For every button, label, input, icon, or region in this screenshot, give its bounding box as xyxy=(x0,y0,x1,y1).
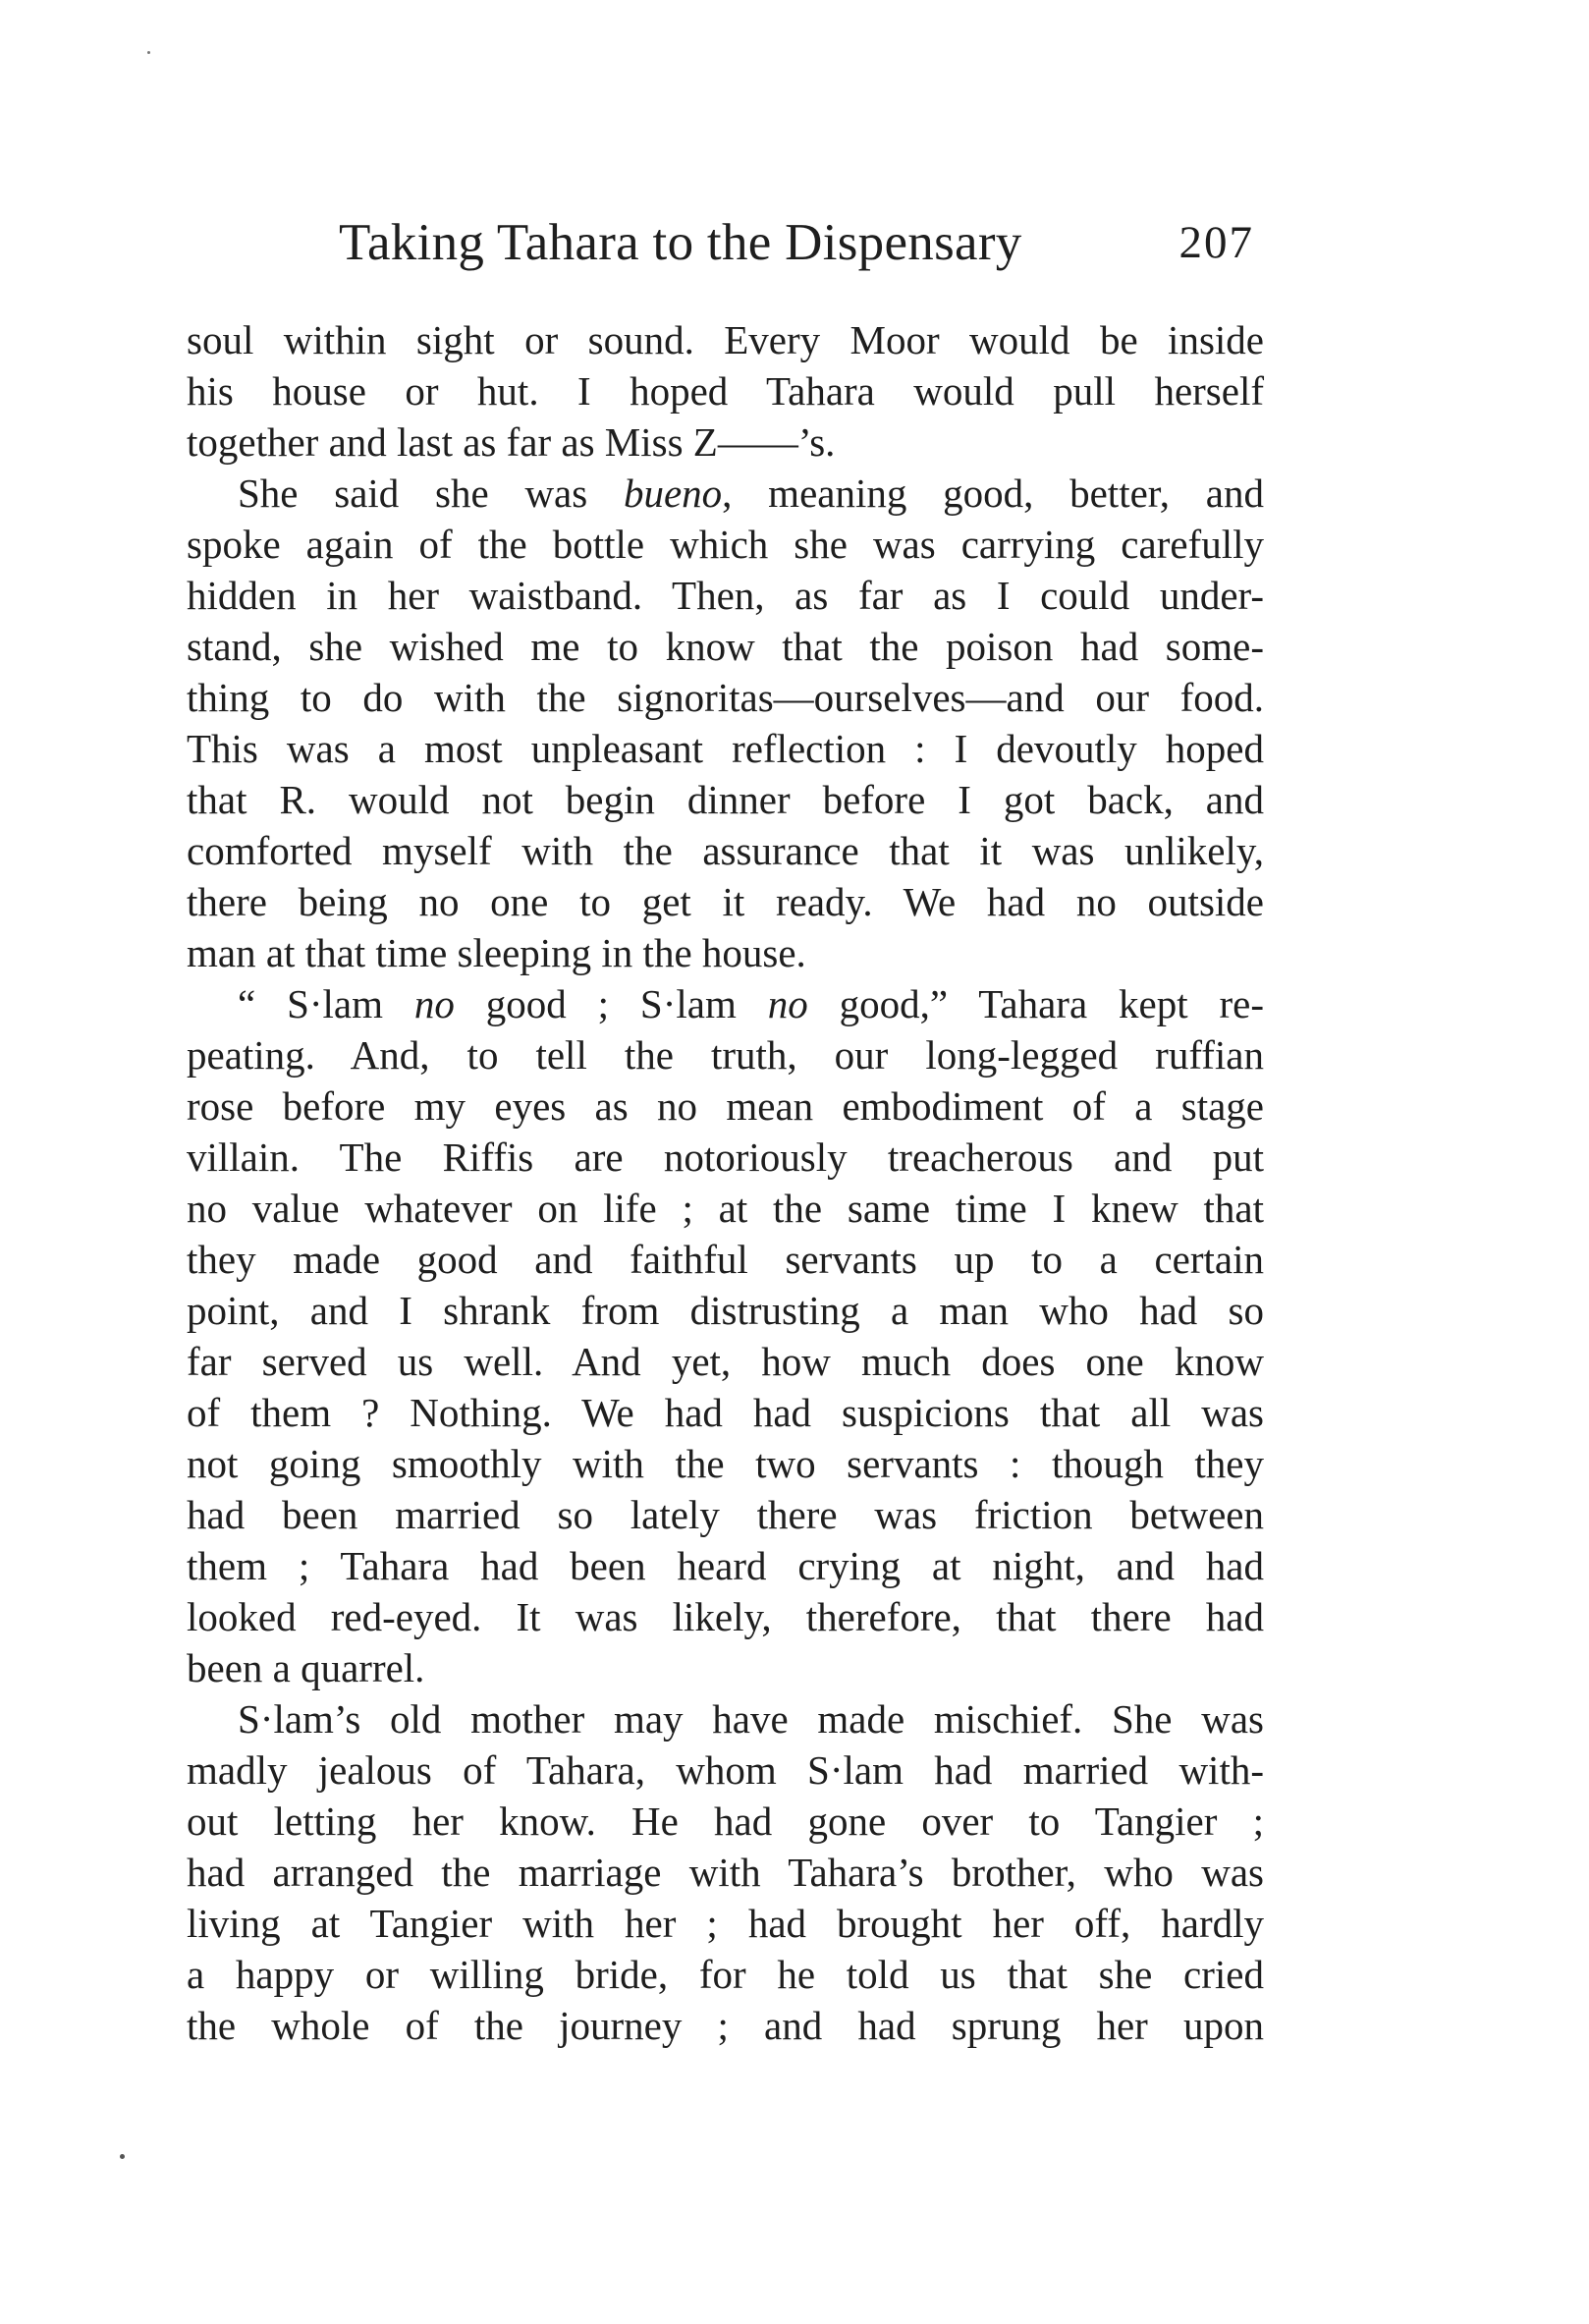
text-line: This was a most unpleasant reflection : I devoutly hoped xyxy=(187,726,1264,771)
text-line: comforted myself with the assurance that it was unlikely, xyxy=(187,828,1264,873)
text-line: madly jealous of Tahara, whom S·lam had married with- xyxy=(187,1747,1264,1793)
text-line: hidden in her waistband. Then, as far as I could under- xyxy=(187,573,1264,618)
text-line: no value whatever on life ; at the same time I knew that xyxy=(187,1186,1264,1231)
text-line: there being no one to get it ready. We had no outside xyxy=(187,879,1264,924)
text-line: out letting her know. He had gone over to Tangier ; xyxy=(187,1798,1264,1844)
text-line: man at that time sleeping in the house. xyxy=(187,930,806,975)
text-line: soul within sight or sound. Every Moor would be inside xyxy=(187,317,1264,362)
text-line: thing to do with the signoritas—ourselves—and our food. xyxy=(187,675,1264,720)
body-text xyxy=(187,314,1264,2051)
text-line: not going smoothly with the two servants : though they xyxy=(187,1441,1264,1486)
text-line: them ; Tahara had been heard crying at night, and had xyxy=(187,1543,1264,1588)
text-line: a happy or willing bride, for he told us that she cried xyxy=(187,1952,1264,1997)
page-number: 207 xyxy=(1178,217,1254,268)
text-line: point, and I shrank from distrusting a man who had so xyxy=(187,1288,1264,1333)
text-line: together and last as far as Miss Z——’s. xyxy=(187,419,836,465)
text-line: villain. The Riffis are notoriously treacherous and put xyxy=(187,1134,1264,1180)
text-line: had arranged the marriage with Tahara’s brother, who was xyxy=(187,1850,1264,1895)
text-line: the whole of the journey ; and had sprung her upon xyxy=(187,2003,1264,2048)
margin-speck xyxy=(120,2154,125,2159)
margin-speck xyxy=(147,51,150,54)
text-line: far served us well. And yet, how much does one know xyxy=(187,1339,1264,1384)
text-line: had been married so lately there was friction between xyxy=(187,1492,1264,1537)
text-line: been a quarrel. xyxy=(187,1645,425,1690)
text-line: She said she was bueno, meaning good, better, and xyxy=(238,470,1264,516)
text-line: they made good and faithful servants up to a certain xyxy=(187,1237,1264,1282)
running-head xyxy=(339,208,1254,277)
text-line: of them ? Nothing. We had had suspicions that all was xyxy=(187,1390,1264,1435)
text-line: living at Tangier with her ; had brought her off, hardly xyxy=(187,1901,1264,1946)
text-line: spoke again of the bottle which she was carrying carefully xyxy=(187,522,1264,567)
text-line: S·lam’s old mother may have made mischief. She was xyxy=(238,1696,1264,1742)
text-line: peating. And, to tell the truth, our long-legged ruffian xyxy=(187,1032,1264,1078)
text-line: that R. would not begin dinner before I got back, and xyxy=(187,777,1264,822)
text-line: rose before my eyes as no mean embodiment of a stage xyxy=(187,1083,1264,1129)
text-line: stand, she wished me to know that the poison had some- xyxy=(187,624,1264,669)
text-line: looked red-eyed. It was likely, therefore, that there had xyxy=(187,1594,1264,1639)
text-line: his house or hut. I hoped Tahara would pull herself xyxy=(187,368,1264,414)
running-title: Taking Tahara to the Dispensary xyxy=(339,214,1022,271)
text-line: “ S·lam no good ; S·lam no good,” Tahara kept re- xyxy=(238,981,1265,1026)
